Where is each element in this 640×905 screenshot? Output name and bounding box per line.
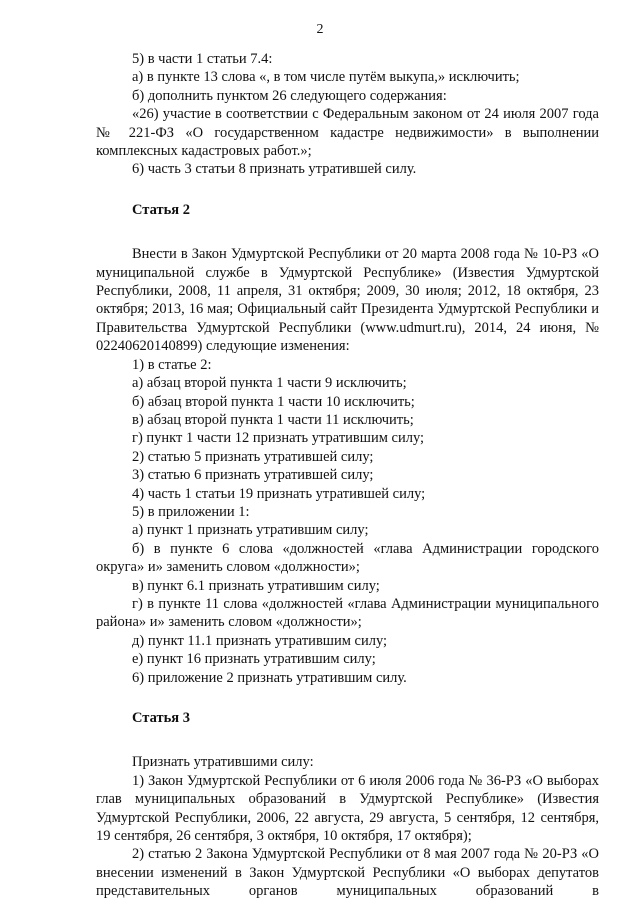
list-item: 1) в статье 2:: [132, 356, 212, 373]
list-item: 4) часть 1 статьи 19 признать утратившей силу;: [132, 485, 426, 502]
list-item: д) пункт 11.1 признать утратившим силу;: [132, 632, 388, 649]
paragraph: а) в пункте 13 слова «, в том числе путём выкупа,» исключить;: [132, 69, 520, 86]
list-item: г) в пункте 11 слова «должностей «глава Администрации муниципального района» и» заменить словом «должности»;: [96, 595, 599, 631]
list-item: в) абзац второй пункта 1 части 11 исключить;: [132, 411, 414, 428]
list-item: а) абзац второй пункта 1 части 9 исключить;: [132, 375, 407, 392]
list-item: е) пункт 16 признать утратившим силу;: [132, 651, 376, 668]
list-item: 3) статью 6 признать утратившей силу;: [132, 467, 374, 484]
document-body: [96, 50, 599, 901]
page-number: 2: [316, 22, 324, 37]
paragraph: 5) в части 1 статьи 7.4:: [132, 51, 273, 67]
paragraph: 6) часть 3 статьи 8 признать утратившей силу.: [132, 161, 417, 178]
list-item: 2) статью 2 Закона Удмуртской Республики от 8 мая 2007 года № 20-РЗ «О внесении изменений в Закон Удмуртской Республики «О выборах депутатов представительных органов муниципальных образований в: [96, 846, 599, 900]
list-item: а) пункт 1 признать утратившим силу;: [132, 522, 369, 539]
list-item: г) пункт 1 части 12 признать утратившим силу;: [132, 430, 425, 447]
paragraph: Внести в Закон Удмуртской Республики от 20 марта 2008 года № 10-РЗ «О муниципальной службе в Удмуртской Республике» (Известия Удмуртской Республики, 2008, 11 апреля, 31 октября; 2009, 30 июля; 2012, 18 октября, 23 октября; 2013, 16 мая; Официальный сайт Президента Удмуртской Республики и Правительства Удмуртской Республики (www.udmurt.ru), 2014, 24 июня, № 02240620140899) следующие изменения:: [96, 246, 599, 355]
list-item: в) пункт 6.1 признать утратившим силу;: [132, 577, 380, 594]
article-3-heading: Статья 3: [132, 710, 190, 726]
list-item: 5) в приложении 1:: [132, 503, 250, 520]
list-item: 1) Закон Удмуртской Республики от 6 июля 2006 года № 36-РЗ «О выборах глав муниципальных образований в Удмуртской Республике» (Известия Удмуртской Республики, 2006, 22 августа, 29 августа, 5 сентября, 12 сентября, 19 сентября, 26 сентября, 3 октября, 10 октября, 17 октября);: [96, 772, 599, 845]
paragraph: «26) участие в соответствии с Федеральным законом от 24 июля 2007 года № 221-ФЗ «О государственном кадастре недвижимости» в выполнении комплексных кадастровых работ.»;: [96, 106, 599, 160]
paragraph: б) дополнить пунктом 26 следующего содержания:: [132, 87, 447, 104]
list-item: 6) приложение 2 признать утратившим силу.: [132, 669, 407, 686]
paragraph: Признать утратившими силу:: [132, 754, 314, 771]
list-item: б) в пункте 6 слова «должностей «глава Администрации городского округа» и» заменить словом «должности»;: [96, 540, 599, 576]
article-2-heading: Статья 2: [132, 201, 190, 218]
list-item: 2) статью 5 признать утратившей силу;: [132, 448, 374, 465]
list-item: б) абзац второй пункта 1 части 10 исключить;: [132, 393, 415, 410]
